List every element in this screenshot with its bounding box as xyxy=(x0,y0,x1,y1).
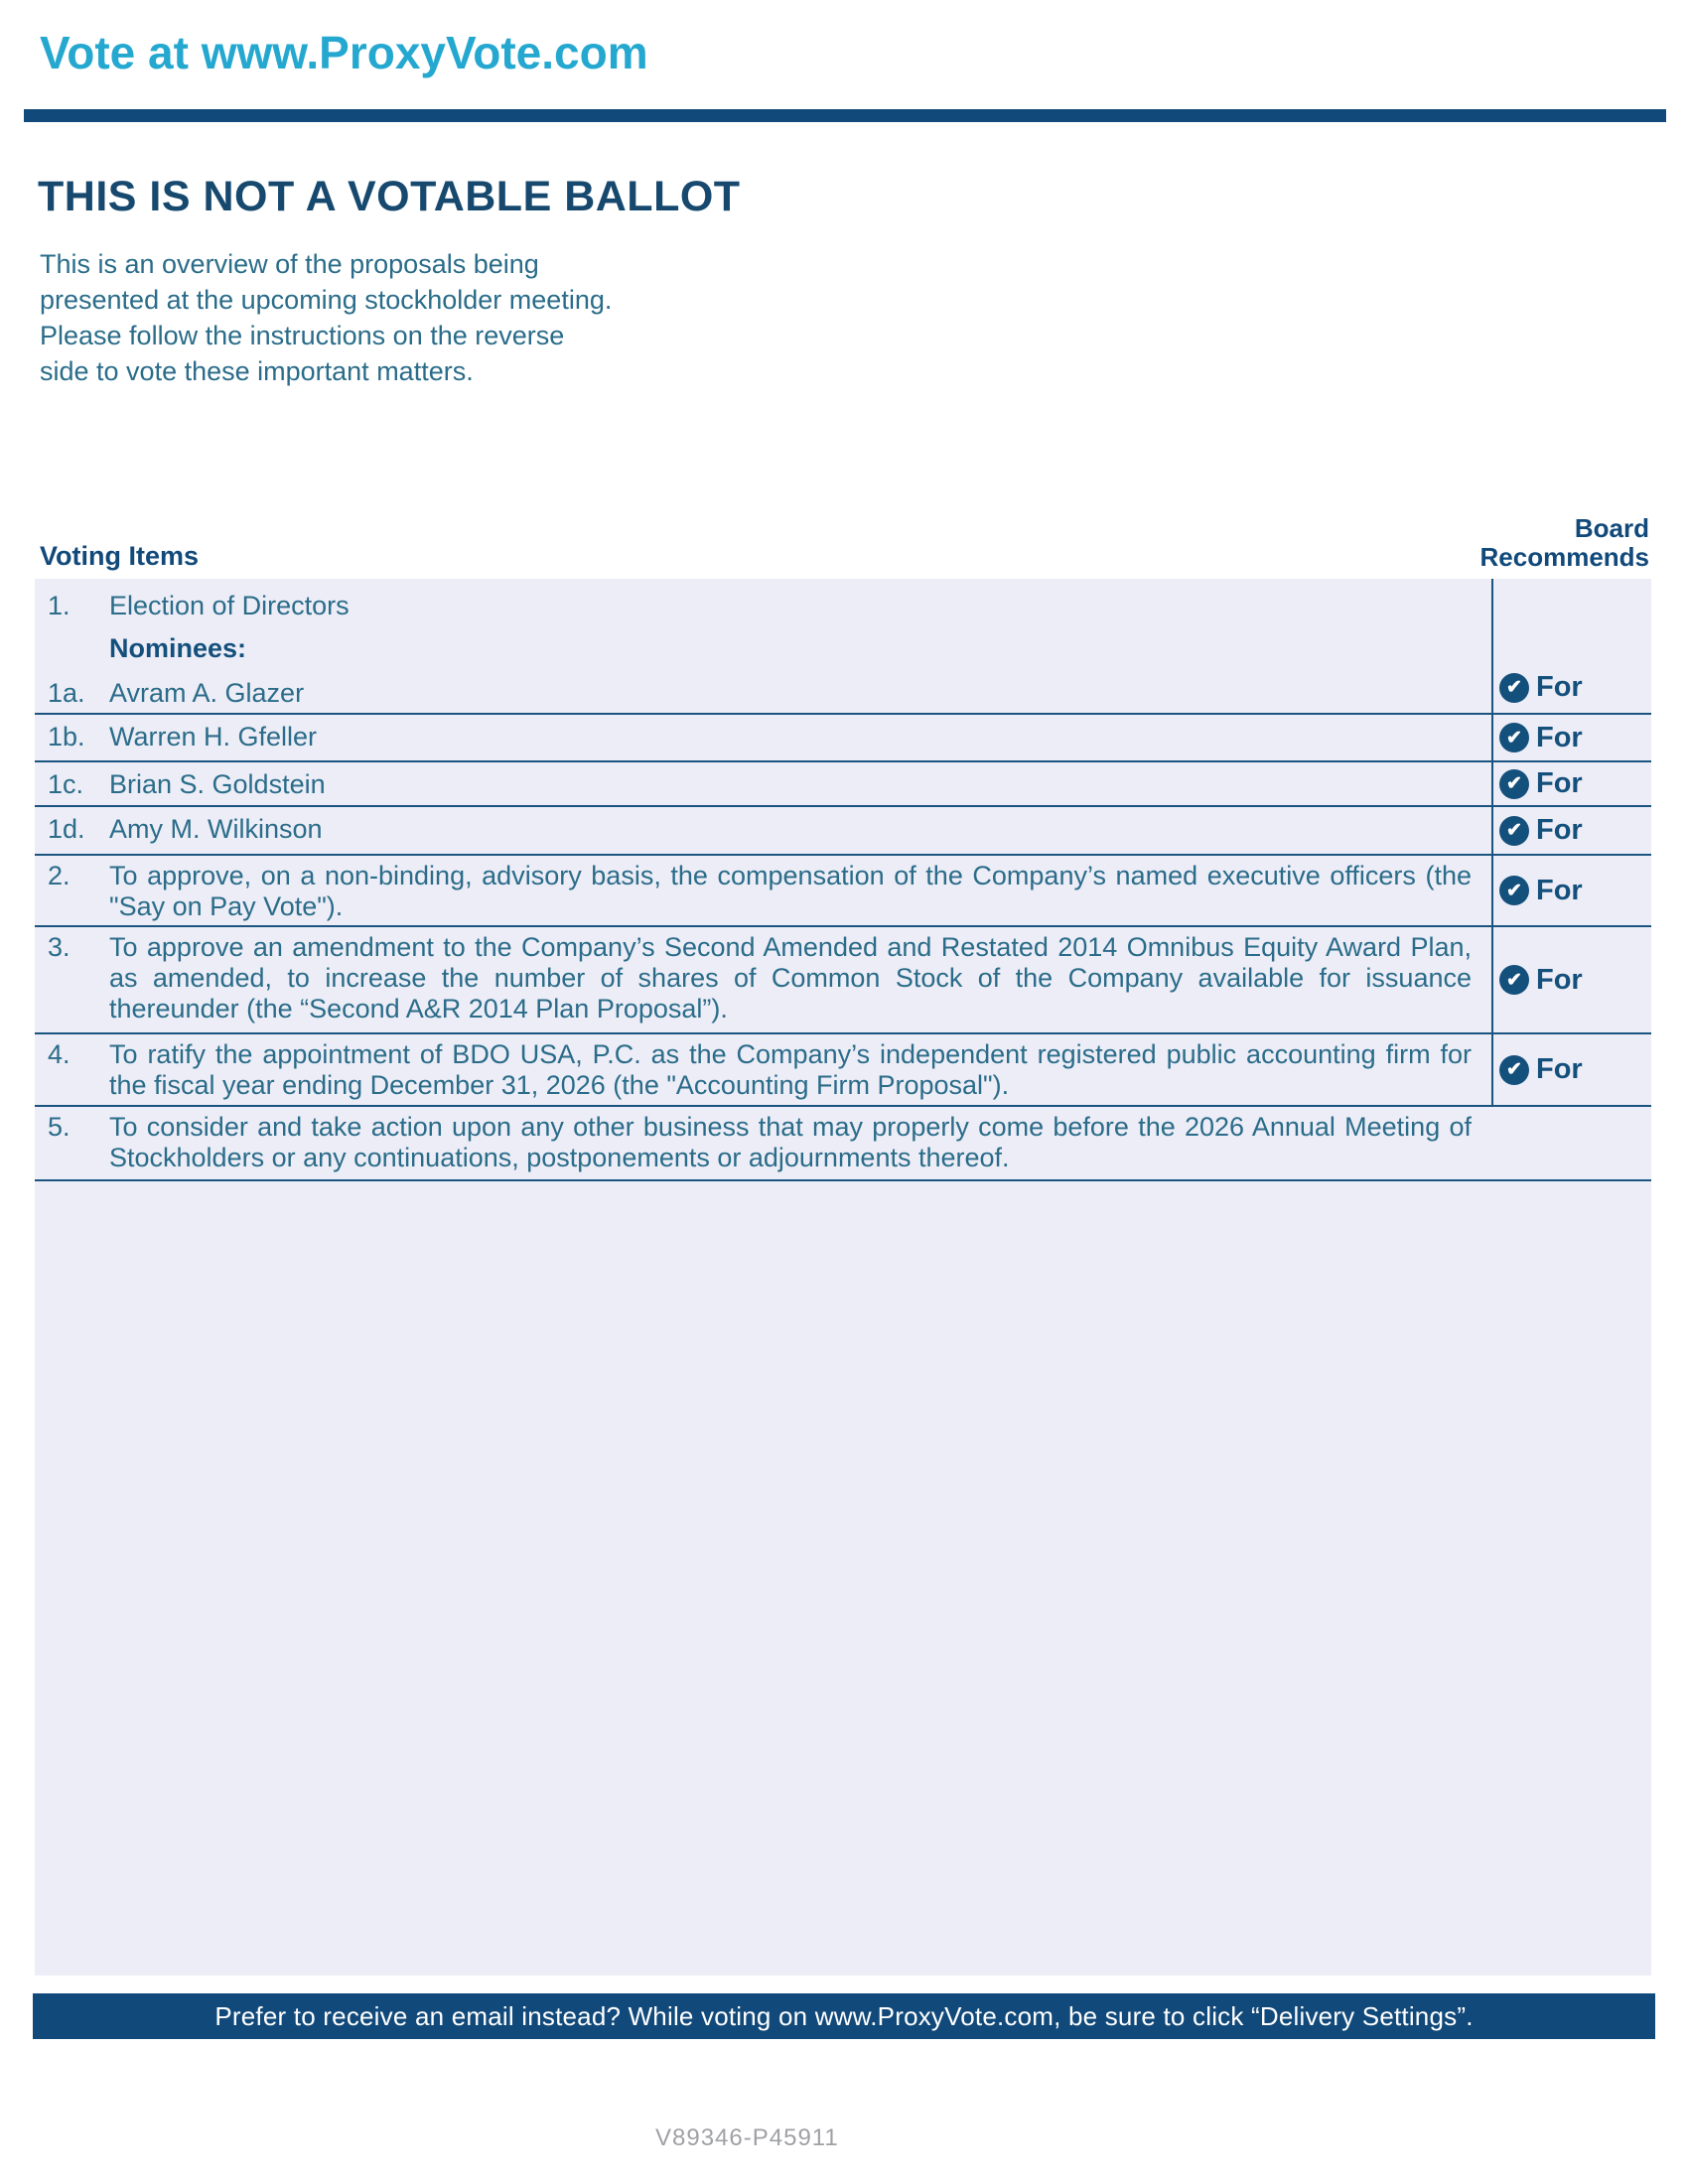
recommend-cell xyxy=(1491,856,1651,925)
item-number: 1. xyxy=(48,591,70,620)
proposal-number: 5. xyxy=(48,1112,70,1142)
proposal-text: To approve an amendment to the Company’s Second Amended and Restated 2014 Omnibus Equity Award Plan, as amended, to increase the number of shares of Common Stock of the Company available for issuance thereunder (the “Second A&R 2014 Plan Proposal”). xyxy=(109,932,1472,1024)
recommend-label: For xyxy=(1536,874,1583,906)
nominees-label: Nominees: xyxy=(109,633,247,663)
table-row xyxy=(35,856,1651,927)
recommend-label: For xyxy=(1536,963,1583,996)
recommend-cell xyxy=(1491,1034,1651,1105)
board-recommends-line1: Board xyxy=(1574,513,1649,543)
proposal-number: 2. xyxy=(48,861,70,890)
item-text: Election of Directors xyxy=(109,591,350,620)
check-glyph: ✔ xyxy=(1506,969,1522,991)
proposal-cell xyxy=(35,1107,1491,1179)
document-code: V89346-P45911 xyxy=(655,2124,839,2151)
proposal-cell xyxy=(35,927,1491,1032)
check-glyph: ✔ xyxy=(1506,727,1522,749)
check-circle-icon xyxy=(1499,1055,1529,1085)
proposal-number: 3. xyxy=(48,932,70,962)
table-row xyxy=(35,715,1651,762)
recommendation xyxy=(1499,671,1583,704)
table-column-headers xyxy=(40,496,1651,572)
nominee-cell xyxy=(35,715,1491,760)
nominee-name: Amy M. Wilkinson xyxy=(109,814,323,844)
notice-description: This is an overview of the proposals being presented at the upcoming stockholder meeting. Please follow the instructions on the reverse side to vote these important matters. xyxy=(40,249,613,386)
table-row xyxy=(35,1034,1651,1107)
check-circle-icon xyxy=(1499,876,1529,905)
nominee-number: 1c. xyxy=(48,769,84,799)
check-circle-icon xyxy=(1499,965,1529,995)
nominee-line xyxy=(48,678,1491,709)
proposal-number: 4. xyxy=(48,1039,70,1069)
check-glyph: ✔ xyxy=(1506,1059,1522,1080)
recommend-cell xyxy=(1491,579,1651,713)
voting-items-table xyxy=(35,579,1651,1976)
email-delivery-banner: Prefer to receive an email instead? While voting on www.ProxyVote.com, be sure to click “Delivery Settings”. xyxy=(33,1993,1655,2039)
check-glyph: ✔ xyxy=(1506,820,1522,841)
check-circle-icon xyxy=(1499,816,1529,846)
recommend-label: For xyxy=(1536,1053,1583,1085)
recommend-label: For xyxy=(1536,721,1583,753)
table-row xyxy=(35,807,1651,856)
board-recommends-line2: Recommends xyxy=(1479,542,1649,572)
recommend-cell xyxy=(1491,762,1651,805)
table-empty-area xyxy=(35,1181,1651,1976)
recommend-cell-empty xyxy=(1491,1107,1651,1179)
nominee-line xyxy=(48,769,1491,800)
nominee-line xyxy=(48,814,1491,845)
nominee-cell xyxy=(35,762,1491,805)
proposal-text: To approve, on a non-binding, advisory basis, the compensation of the Company’s named executive officers (the "Say on Pay Vote"). xyxy=(109,861,1472,921)
check-circle-icon xyxy=(1499,723,1529,752)
recommend-cell xyxy=(1491,927,1651,1032)
board-recommends-header xyxy=(1480,514,1650,572)
item-1-cell xyxy=(35,579,1491,713)
proposal-line xyxy=(48,861,1491,922)
recommendation xyxy=(1499,722,1583,754)
table-row xyxy=(35,1107,1651,1181)
nominee-name: Warren H. Gfeller xyxy=(109,722,318,751)
item-1-line xyxy=(48,591,1491,621)
vote-site-heading: Vote at www.ProxyVote.com xyxy=(40,27,648,78)
recommendation xyxy=(1499,1053,1583,1086)
proposal-cell xyxy=(35,1034,1491,1105)
proposal-line xyxy=(48,1039,1491,1101)
proposal-text: To consider and take action upon any other business that may properly come before the 2026 Annual Meeting of Stockholders or any continuations, postponements or adjournments thereof. xyxy=(109,1112,1472,1172)
table-row xyxy=(35,927,1651,1034)
table-row xyxy=(35,579,1651,715)
table-row xyxy=(35,762,1651,807)
recommend-cell xyxy=(1491,807,1651,854)
nominee-name: Brian S. Goldstein xyxy=(109,769,326,799)
header-divider-bar xyxy=(24,109,1666,122)
recommendation xyxy=(1499,964,1583,997)
recommend-cell xyxy=(1491,715,1651,760)
proposal-line xyxy=(48,1112,1491,1173)
check-circle-icon xyxy=(1499,769,1529,799)
recommend-label: For xyxy=(1536,767,1583,799)
check-glyph: ✔ xyxy=(1506,773,1522,794)
proposal-cell xyxy=(35,856,1491,925)
check-circle-icon xyxy=(1499,673,1529,703)
check-glyph: ✔ xyxy=(1506,880,1522,901)
nominee-number: 1b. xyxy=(48,722,85,751)
nominee-name: Avram A. Glazer xyxy=(109,678,305,708)
recommendation xyxy=(1499,767,1583,800)
proposal-line xyxy=(48,932,1491,1024)
recommendation xyxy=(1499,875,1583,907)
recommendation xyxy=(1499,814,1583,847)
nominee-number: 1d. xyxy=(48,814,85,844)
recommend-label: For xyxy=(1536,814,1583,846)
recommend-label: For xyxy=(1536,671,1583,703)
voting-items-header: Voting Items xyxy=(40,541,200,571)
nominee-cell xyxy=(35,807,1491,854)
nominee-line xyxy=(48,722,1491,752)
proposal-text: To ratify the appointment of BDO USA, P.C. as the Company’s independent registered public accounting firm for the fiscal year ending December 31, 2026 (the "Accounting Firm Proposal"). xyxy=(109,1039,1472,1100)
notice-title: THIS IS NOT A VOTABLE BALLOT xyxy=(38,173,741,220)
nominee-number: 1a. xyxy=(48,678,85,708)
check-glyph: ✔ xyxy=(1506,677,1522,698)
